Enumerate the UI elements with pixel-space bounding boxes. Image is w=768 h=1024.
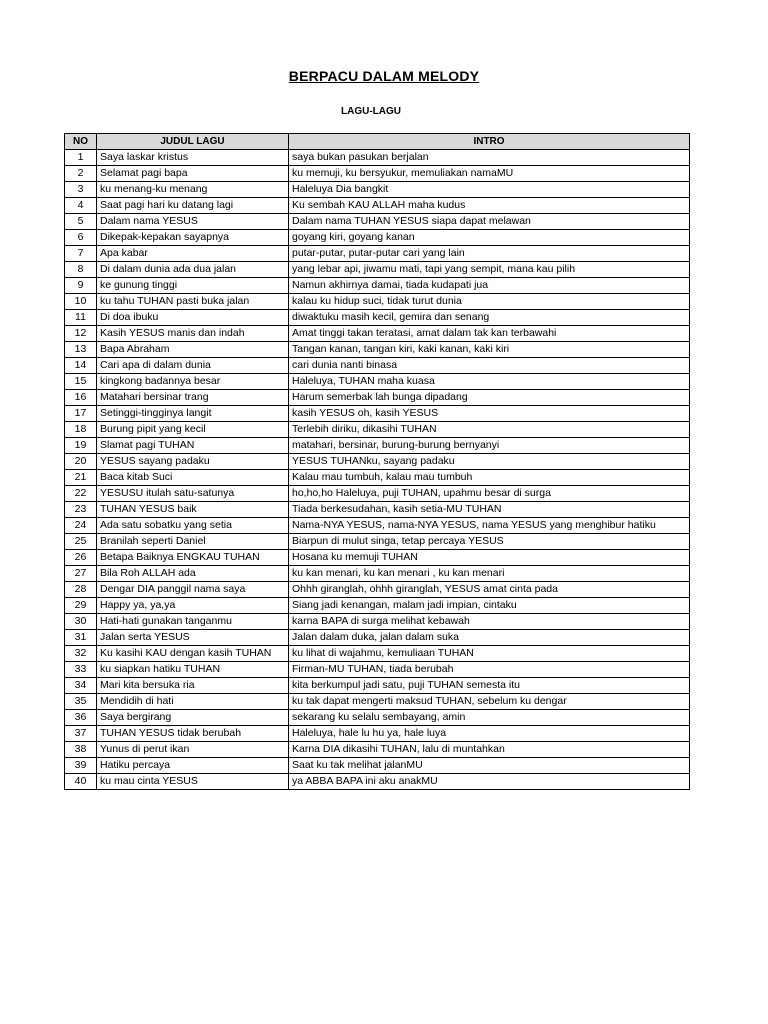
table-row <box>65 502 690 518</box>
row-number: 8 <box>65 262 97 278</box>
song-title: Branilah seperti Daniel <box>97 534 289 550</box>
row-number: 13 <box>65 342 97 358</box>
song-intro: karna BAPA di surga melihat kebawah <box>289 614 690 630</box>
song-intro: matahari, bersinar, burung-burung bernyanyi <box>289 438 690 454</box>
song-intro: Nama-NYA YESUS, nama-NYA YESUS, nama YESUS yang menghibur hatiku <box>289 518 690 534</box>
song-title: Baca kitab Suci <box>97 470 289 486</box>
song-intro: ya ABBA BAPA ini aku anakMU <box>289 774 690 790</box>
table-row <box>65 518 690 534</box>
song-intro: ku memuji, ku bersyukur, memuliakan namaMU <box>289 166 690 182</box>
song-title: kingkong badannya besar <box>97 374 289 390</box>
song-title: YESUS sayang padaku <box>97 454 289 470</box>
row-number: 14 <box>65 358 97 374</box>
song-title: Apa kabar <box>97 246 289 262</box>
song-intro: Dalam nama TUHAN YESUS siapa dapat melawan <box>289 214 690 230</box>
song-intro: Biarpun di mulut singa, tetap percaya YESUS <box>289 534 690 550</box>
table-row <box>65 534 690 550</box>
song-intro: Kalau mau tumbuh, kalau mau tumbuh <box>289 470 690 486</box>
table-row <box>65 230 690 246</box>
row-number: 30 <box>65 614 97 630</box>
table-row <box>65 598 690 614</box>
row-number: 23 <box>65 502 97 518</box>
table-row <box>65 374 690 390</box>
song-intro: putar-putar, putar-putar cari yang lain <box>289 246 690 262</box>
song-title: Ada satu sobatku yang setia <box>97 518 289 534</box>
song-title: Di doa ibuku <box>97 310 289 326</box>
row-number: 12 <box>65 326 97 342</box>
table-row <box>65 182 690 198</box>
table-row <box>65 390 690 406</box>
song-title: ke gunung tinggi <box>97 278 289 294</box>
table-row <box>65 630 690 646</box>
row-number: 9 <box>65 278 97 294</box>
table-row <box>65 614 690 630</box>
song-intro: Siang jadi kenangan, malam jadi impian, cintaku <box>289 598 690 614</box>
row-number: 10 <box>65 294 97 310</box>
song-intro: cari dunia nanti binasa <box>289 358 690 374</box>
song-intro: saya bukan pasukan berjalan <box>289 150 690 166</box>
song-intro: Amat tinggi takan teratasi, amat dalam tak kan terbawahi <box>289 326 690 342</box>
table-row <box>65 486 690 502</box>
song-title: Dikepak-kepakan sayapnya <box>97 230 289 246</box>
song-table <box>64 133 690 790</box>
song-intro: Haleluya, hale lu hu ya, hale luya <box>289 726 690 742</box>
song-title: Burung pipit yang kecil <box>97 422 289 438</box>
row-number: 5 <box>65 214 97 230</box>
row-number: 7 <box>65 246 97 262</box>
table-row <box>65 694 690 710</box>
table-row <box>65 326 690 342</box>
song-intro: Tangan kanan, tangan kiri, kaki kanan, kaki kiri <box>289 342 690 358</box>
table-row <box>65 294 690 310</box>
row-number: 4 <box>65 198 97 214</box>
song-title: Ku kasihi KAU dengan kasih TUHAN <box>97 646 289 662</box>
table-row <box>65 166 690 182</box>
row-number: 22 <box>65 486 97 502</box>
row-number: 11 <box>65 310 97 326</box>
row-number: 3 <box>65 182 97 198</box>
row-number: 28 <box>65 582 97 598</box>
row-number: 20 <box>65 454 97 470</box>
table-row <box>65 406 690 422</box>
table-row <box>65 678 690 694</box>
song-title: Setinggi-tingginya langit <box>97 406 289 422</box>
table-row <box>65 342 690 358</box>
song-intro: ho,ho,ho Haleluya, puji TUHAN, upahmu besar di surga <box>289 486 690 502</box>
table-row <box>65 214 690 230</box>
table-row <box>65 438 690 454</box>
row-number: 26 <box>65 550 97 566</box>
row-number: 27 <box>65 566 97 582</box>
song-title: ku tahu TUHAN pasti buka jalan <box>97 294 289 310</box>
table-row <box>65 742 690 758</box>
song-title: Mendidih di hati <box>97 694 289 710</box>
song-title: Bapa Abraham <box>97 342 289 358</box>
row-number: 33 <box>65 662 97 678</box>
row-number: 19 <box>65 438 97 454</box>
header-judul-lagu: JUDUL LAGU <box>97 134 289 150</box>
row-number: 36 <box>65 710 97 726</box>
row-number: 39 <box>65 758 97 774</box>
song-intro: Haleluya Dia bangkit <box>289 182 690 198</box>
song-intro: ku tak dapat mengerti maksud TUHAN, sebelum ku dengar <box>289 694 690 710</box>
song-title: Cari apa di dalam dunia <box>97 358 289 374</box>
row-number: 16 <box>65 390 97 406</box>
song-intro: ku lihat di wajahmu, kemuliaan TUHAN <box>289 646 690 662</box>
table-row <box>65 710 690 726</box>
song-intro: Haleluya, TUHAN maha kuasa <box>289 374 690 390</box>
song-intro: sekarang ku selalu sembayang, amin <box>289 710 690 726</box>
table-row <box>65 150 690 166</box>
song-intro: kasih YESUS oh, kasih YESUS <box>289 406 690 422</box>
row-number: 17 <box>65 406 97 422</box>
song-intro: Jalan dalam duka, jalan dalam suka <box>289 630 690 646</box>
song-intro: yang lebar api, jiwamu mati, tapi yang sempit, mana kau pilih <box>289 262 690 278</box>
row-number: 6 <box>65 230 97 246</box>
table-row <box>65 262 690 278</box>
song-title: Matahari bersinar trang <box>97 390 289 406</box>
song-title: Saat pagi hari ku datang lagi <box>97 198 289 214</box>
song-title: Slamat pagi TUHAN <box>97 438 289 454</box>
song-intro: goyang kiri, goyang kanan <box>289 230 690 246</box>
table-row <box>65 198 690 214</box>
page-subtitle: LAGU-LAGU <box>341 106 401 117</box>
song-title: YESUSU itulah satu-satunya <box>97 486 289 502</box>
song-intro: Karna DIA dikasihi TUHAN, lalu di muntahkan <box>289 742 690 758</box>
table-row <box>65 726 690 742</box>
row-number: 21 <box>65 470 97 486</box>
song-title: Dengar DIA panggil nama saya <box>97 582 289 598</box>
row-number: 18 <box>65 422 97 438</box>
table-row <box>65 422 690 438</box>
row-number: 1 <box>65 150 97 166</box>
song-intro: ku kan menari, ku kan menari , ku kan menari <box>289 566 690 582</box>
song-title: Saya laskar kristus <box>97 150 289 166</box>
song-intro: diwaktuku masih kecil, gemira dan senang <box>289 310 690 326</box>
header-no: NO <box>65 134 97 150</box>
song-title: Selamat pagi bapa <box>97 166 289 182</box>
song-title: Betapa Baiknya ENGKAU TUHAN <box>97 550 289 566</box>
song-title: Hatiku percaya <box>97 758 289 774</box>
song-title: Kasih YESUS manis dan indah <box>97 326 289 342</box>
song-title: Happy ya, ya,ya <box>97 598 289 614</box>
row-number: 29 <box>65 598 97 614</box>
song-title: ku mau cinta YESUS <box>97 774 289 790</box>
row-number: 34 <box>65 678 97 694</box>
song-intro: Hosana ku memuji TUHAN <box>289 550 690 566</box>
song-title: ku menang-ku menang <box>97 182 289 198</box>
song-title: ku siapkan hatiku TUHAN <box>97 662 289 678</box>
table-row <box>65 358 690 374</box>
song-intro: Ohhh giranglah, ohhh giranglah, YESUS amat cinta pada <box>289 582 690 598</box>
song-title: Mari kita bersuka ria <box>97 678 289 694</box>
page-title: BERPACU DALAM MELODY <box>288 68 480 84</box>
row-number: 32 <box>65 646 97 662</box>
table-body <box>65 150 690 790</box>
song-intro: Saat ku tak melihat jalanMU <box>289 758 690 774</box>
row-number: 2 <box>65 166 97 182</box>
header-intro: INTRO <box>289 134 690 150</box>
song-intro: Tiada berkesudahan, kasih setia-MU TUHAN <box>289 502 690 518</box>
song-title: Bila Roh ALLAH ada <box>97 566 289 582</box>
table-row <box>65 774 690 790</box>
table-header-row <box>65 134 690 150</box>
table-row <box>65 758 690 774</box>
song-intro: Namun akhirnya damai, tiada kudapati jua <box>289 278 690 294</box>
row-number: 35 <box>65 694 97 710</box>
row-number: 24 <box>65 518 97 534</box>
song-title: Di dalam dunia ada dua jalan <box>97 262 289 278</box>
song-title: Jalan serta YESUS <box>97 630 289 646</box>
song-intro: YESUS TUHANku, sayang padaku <box>289 454 690 470</box>
row-number: 31 <box>65 630 97 646</box>
table-row <box>65 582 690 598</box>
table-row <box>65 278 690 294</box>
row-number: 37 <box>65 726 97 742</box>
song-intro: Firman-MU TUHAN, tiada berubah <box>289 662 690 678</box>
song-title: Yunus di perut ikan <box>97 742 289 758</box>
song-intro: kita berkumpul jadi satu, puji TUHAN semesta itu <box>289 678 690 694</box>
song-intro: Ku sembah KAU ALLAH maha kudus <box>289 198 690 214</box>
song-title: Hati-hati gunakan tanganmu <box>97 614 289 630</box>
row-number: 15 <box>65 374 97 390</box>
table-row <box>65 470 690 486</box>
table-row <box>65 246 690 262</box>
song-title: TUHAN YESUS baik <box>97 502 289 518</box>
song-intro: Harum semerbak lah bunga dipadang <box>289 390 690 406</box>
table-row <box>65 454 690 470</box>
song-title: Saya bergirang <box>97 710 289 726</box>
row-number: 40 <box>65 774 97 790</box>
table-row <box>65 310 690 326</box>
table-row <box>65 550 690 566</box>
song-intro: Terlebih diriku, dikasihi TUHAN <box>289 422 690 438</box>
table-row <box>65 646 690 662</box>
table-row <box>65 662 690 678</box>
table-row <box>65 566 690 582</box>
song-title: Dalam nama YESUS <box>97 214 289 230</box>
song-intro: kalau ku hidup suci, tidak turut dunia <box>289 294 690 310</box>
song-title: TUHAN YESUS tidak berubah <box>97 726 289 742</box>
row-number: 38 <box>65 742 97 758</box>
row-number: 25 <box>65 534 97 550</box>
